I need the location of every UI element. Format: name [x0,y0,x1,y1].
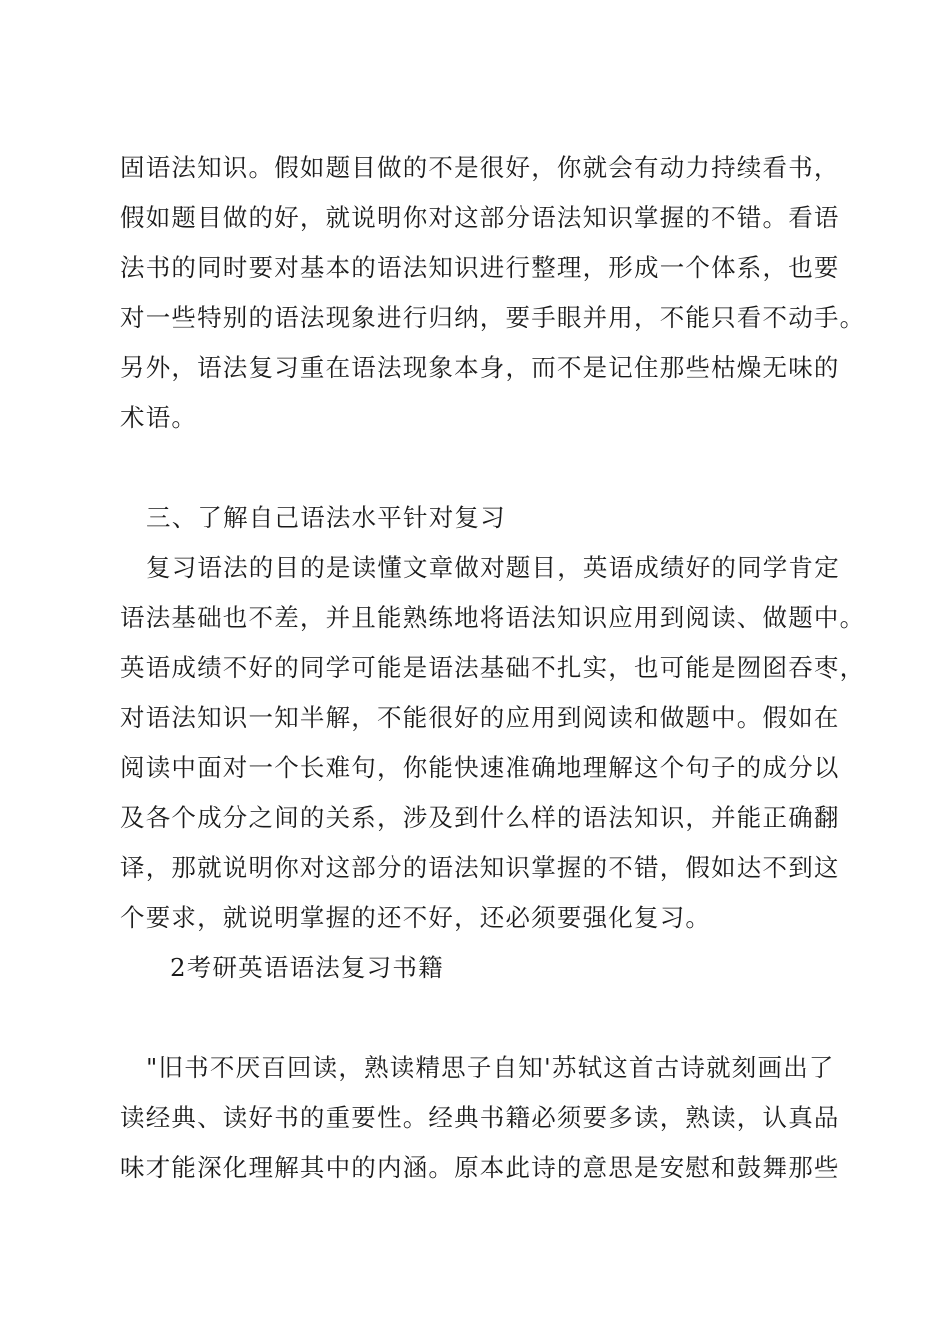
paragraph-1-line-2: 假如题目做的好，就说明你对这部分语法知识掌握的不错。看语 [120,203,840,232]
paragraph-2-line-8: 个要求，就说明掌握的还不好，还必须要强化复习。 [120,903,712,932]
paragraph-1-line-6: 术语。 [120,403,198,432]
paragraph-3-line-1: "旧书不厌百回读，熟读精思子自知'苏轼这首古诗就刻画出了 [146,1053,835,1082]
paragraph-2-line-7: 译，那就说明你对这部分的语法知识掌握的不错，假如达不到这 [120,853,840,882]
paragraph-2-line-5: 阅读中面对一个长难句，你能快速准确地理解这个句子的成分以 [120,753,840,782]
section-heading-3: 三、了解自己语法水平针对复习 [146,503,506,532]
paragraph-2-line-4: 对语法知识一知半解，不能很好的应用到阅读和做题中。假如在 [120,703,840,732]
paragraph-1-line-4: 对一些特别的语法现象进行归纳，要手眼并用，不能只看不动手。 [120,303,866,332]
paragraph-2-line-1: 复习语法的目的是读懂文章做对题目，英语成绩好的同学肯定 [146,553,840,582]
paragraph-2-line-3: 英语成绩不好的同学可能是语法基础不扎实，也可能是囫囵吞枣， [120,653,866,682]
paragraph-2-line-2: 语法基础也不差，并且能熟练地将语法知识应用到阅读、做题中。 [120,603,866,632]
paragraph-2-line-6: 及各个成分之间的关系，涉及到什么样的语法知识，并能正确翻 [120,803,840,832]
paragraph-1-line-5: 另外，语法复习重在语法现象本身，而不是记住那些枯燥无味的 [120,353,840,382]
paragraph-3-line-3: 味才能深化理解其中的内涵。原本此诗的意思是安慰和鼓舞那些 [120,1153,840,1182]
paragraph-3-line-2: 读经典、读好书的重要性。经典书籍必须要多读，熟读，认真品 [120,1103,840,1132]
paragraph-1-line-1: 固语法知识。假如题目做的不是很好，你就会有动力持续看书， [120,153,840,182]
paragraph-1-line-3: 法书的同时要对基本的语法知识进行整理，形成一个体系，也要 [120,253,840,282]
section-heading-2: 2考研英语语法复习书籍 [170,953,444,982]
